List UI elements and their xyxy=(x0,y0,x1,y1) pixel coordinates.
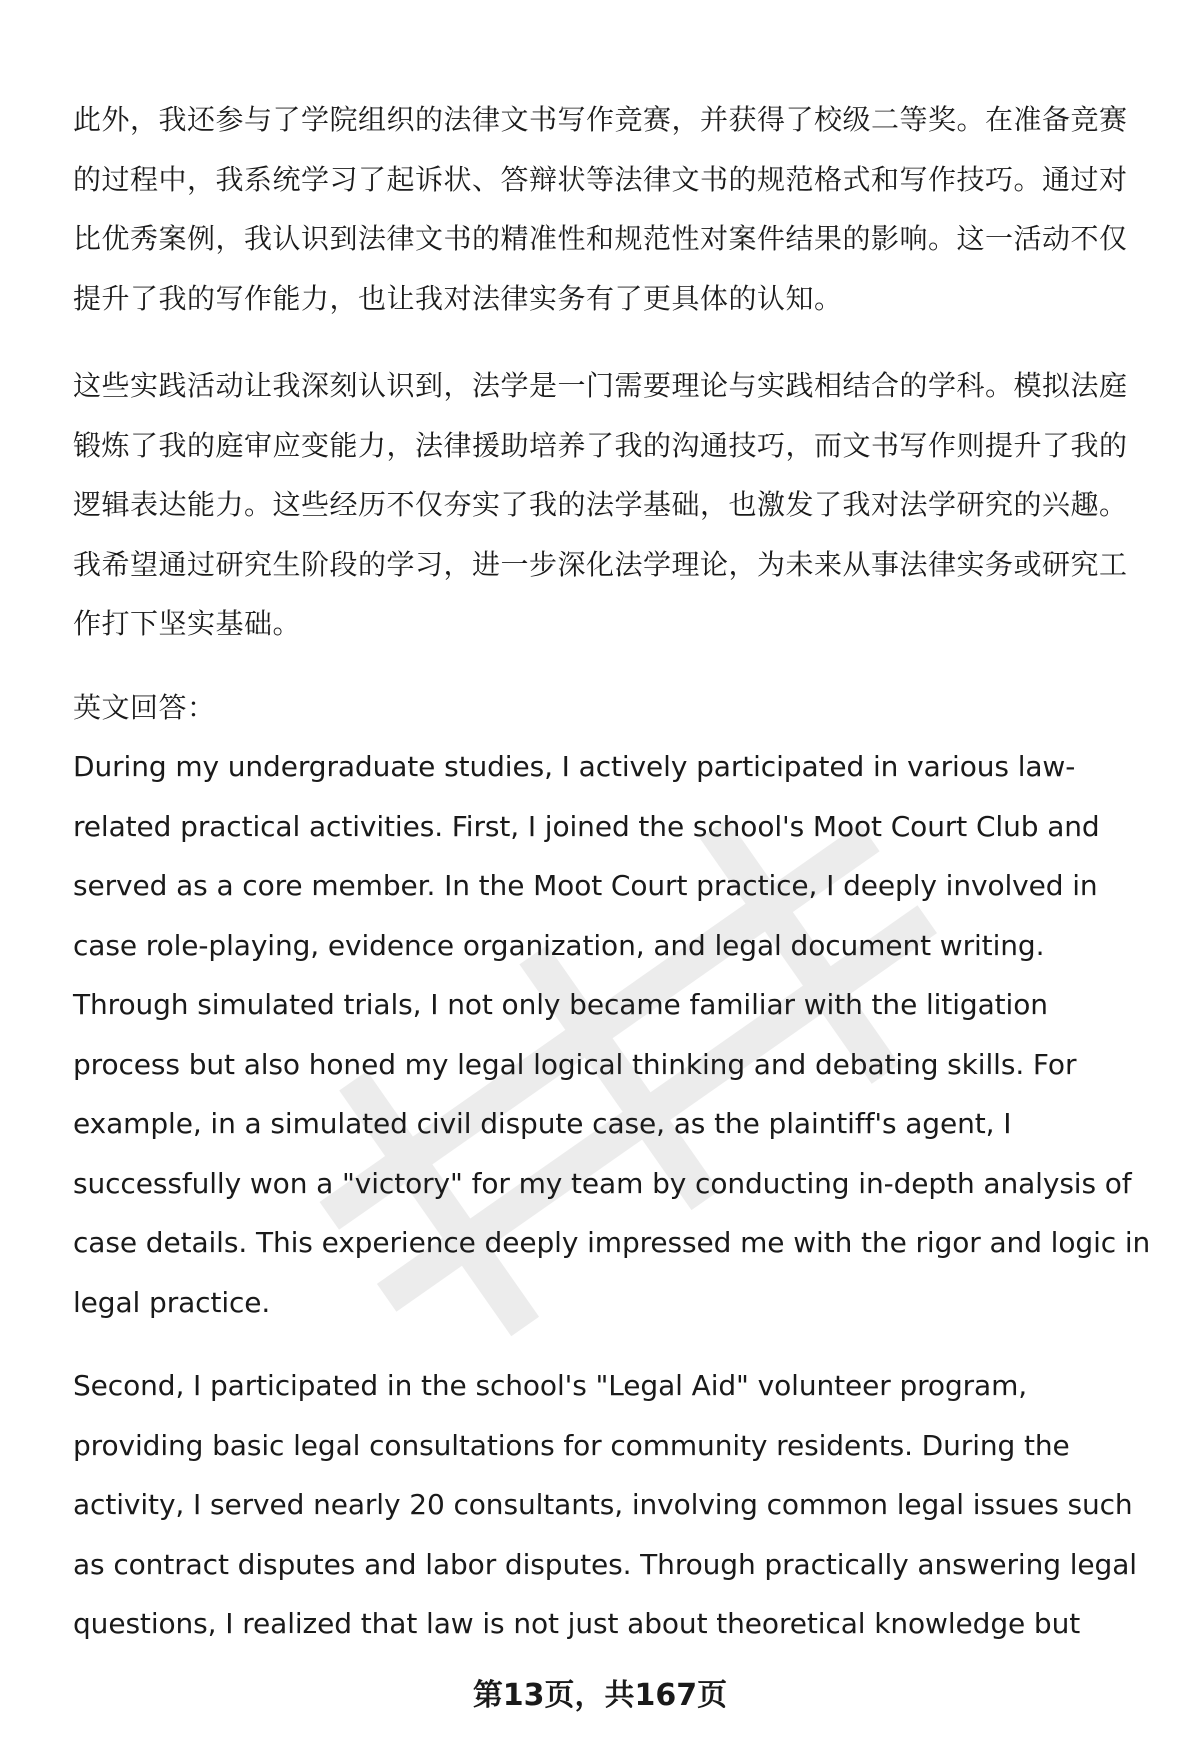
en-paragraph-1: During my undergraduate studies, I actively participated in various law-related practical activities. First, I joined the school's Moot Court Club and served as a core member. In the Moot Court practice, I deeply involved in case role-playing, evidence organization, and legal document writing. Through simulated trials, I not only became familiar with the litigation process but also honed my legal logical thinking and debating skills. For example, in a simulated civil dispute case, as the plaintiff's agent, I successfully won a "victory" for my team by conducting in-depth analysis of case details. This experience deeply impressed me with the rigor and logic in legal practice. xyxy=(73,750,1151,1319)
page-number-footer: 第13页，共167页 xyxy=(472,1678,728,1713)
en-paragraph-2: Second, I participated in the school's "Legal Aid" volunteer program, providing basic legal consultations for community residents. During the activity, I served nearly 20 consultants, involving common legal issues such as contract disputes and labor disputes. Through practically answering legal questions, I realized that law is not just about theoretical knowledge but xyxy=(73,1369,1137,1640)
zh-paragraph-2: 这些实践活动让我深刻认识到，法学是一门需要理论与实践相结合的学科。模拟法庭锻炼了我的庭审应变能力，法律援助培养了我的沟通技巧，而文书写作则提升了我的逻辑表达能力。这些经历不仅夯实了我的法学基础，也激发了我对法学研究的兴趣。我希望通过研究生阶段的学习，进一步深化法学理论，为未来从事法律实务或研究工作打下坚实基础。 xyxy=(73,369,1128,640)
zh-paragraph-1: 此外，我还参与了学院组织的法律文书写作竞赛，并获得了校级二等奖。在准备竞赛的过程中，我系统学习了起诉状、答辩状等法律文书的规范格式和写作技巧。通过对比优秀案例，我认识到法律文书的精准性和规范性对案件结果的影响。这一活动不仅提升了我的写作能力，也让我对法律实务有了更具体的认知。 xyxy=(73,103,1128,315)
english-answer-heading: 英文回答： xyxy=(73,690,216,724)
document-page xyxy=(73,90,1153,1654)
